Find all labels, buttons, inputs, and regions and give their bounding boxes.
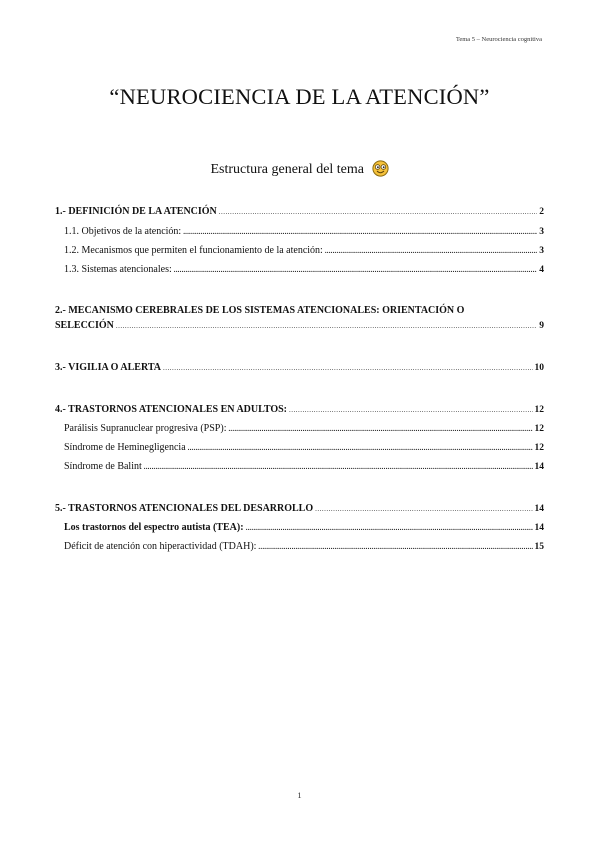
toc-entry-title: 5.- TRASTORNOS ATENCIONALES DEL DESARROLLO — [55, 503, 314, 514]
toc-leader — [258, 541, 532, 553]
toc-leader — [315, 503, 532, 515]
toc-page-number: 4 — [539, 265, 544, 275]
toc-page-number: 3 — [539, 227, 544, 237]
toc-entry-3[interactable] — [55, 362, 544, 374]
toc-page-number: 9 — [539, 321, 544, 331]
running-header: Tema 5 – Neurociencia cognitiva — [455, 36, 542, 43]
toc-page-number: 14 — [534, 523, 544, 533]
toc-entry-title: 1.1. Objetivos de la atención: — [64, 226, 182, 237]
toc-entry-title: 3.- VIGILIA O ALERTA — [55, 362, 161, 373]
toc-entry-title: 1.- DEFINICIÓN DE LA ATENCIÓN — [55, 206, 217, 217]
toc-entry-1-1[interactable] — [64, 226, 544, 238]
toc-leader — [219, 206, 537, 218]
toc-leader — [163, 362, 533, 374]
toc-leader — [228, 423, 532, 435]
toc-page-number: 10 — [534, 363, 544, 373]
toc-page-number: 12 — [534, 443, 544, 453]
toc-page-number: 15 — [534, 542, 544, 552]
toc-entry-4-1[interactable] — [64, 423, 544, 435]
toc-entry-title: Síndrome de Balint — [64, 461, 142, 472]
toc-leader — [289, 404, 532, 416]
toc-leader — [183, 226, 537, 238]
toc-entry-5-1[interactable] — [64, 522, 544, 534]
toc-entry-4-2[interactable] — [64, 442, 544, 454]
toc-page-number: 3 — [539, 246, 544, 256]
document-title: “NEUROCIENCIA DE LA ATENCIÓN” — [109, 84, 490, 109]
toc-leader — [144, 461, 533, 473]
toc-entry-title: Déficit de atención con hiperactividad (TDAH): — [64, 541, 257, 552]
toc-page-number: 2 — [539, 207, 544, 217]
page-number: 1 — [297, 790, 302, 800]
toc-entry-2-line1[interactable]: 2.- MECANISMO CEREBRALES DE LOS SISTEMAS ATENCIONALES: ORIENTACIÓN O — [55, 305, 465, 316]
toc-leader — [174, 264, 537, 276]
toc-entry-4-3[interactable] — [64, 461, 544, 473]
toc-leader — [325, 245, 537, 257]
toc-entry-title: Los trastornos del espectro autista (TEA): — [64, 522, 244, 533]
toc-entry-5[interactable] — [55, 503, 544, 515]
toc-heading-text: Estructura general del tema — [210, 162, 365, 177]
toc-leader — [116, 320, 537, 332]
toc-leader — [188, 442, 533, 454]
toc-page-number: 12 — [534, 405, 544, 415]
toc-entry-title: 1.3. Sistemas atencionales: — [64, 264, 172, 275]
toc-entry-5-2[interactable] — [64, 541, 544, 553]
toc-leader — [246, 522, 533, 534]
toc-entry-title: 4.- TRASTORNOS ATENCIONALES EN ADULTOS: — [55, 404, 288, 415]
toc-entry-title: Parálisis Supranuclear progresiva (PSP): — [64, 423, 227, 434]
toc-entry-1[interactable] — [55, 206, 544, 218]
toc-entry-1-2[interactable] — [64, 245, 544, 257]
toc-entry-2[interactable] — [55, 320, 544, 332]
toc-entry-1-3[interactable] — [64, 264, 544, 276]
toc-entry-title: SELECCIÓN — [55, 320, 114, 331]
toc-page-number: 14 — [534, 462, 544, 472]
toc-heading — [0, 160, 599, 182]
toc-page-number: 14 — [534, 504, 544, 514]
toc-entry-title: 1.2. Mecanismos que permiten el funcionamiento de la atención: — [64, 245, 323, 256]
smiley-face-icon — [372, 160, 389, 182]
toc-page-number: 12 — [534, 424, 544, 434]
toc-entry-4[interactable] — [55, 404, 544, 416]
toc-entry-title: Síndrome de Heminegligencia — [64, 442, 186, 453]
